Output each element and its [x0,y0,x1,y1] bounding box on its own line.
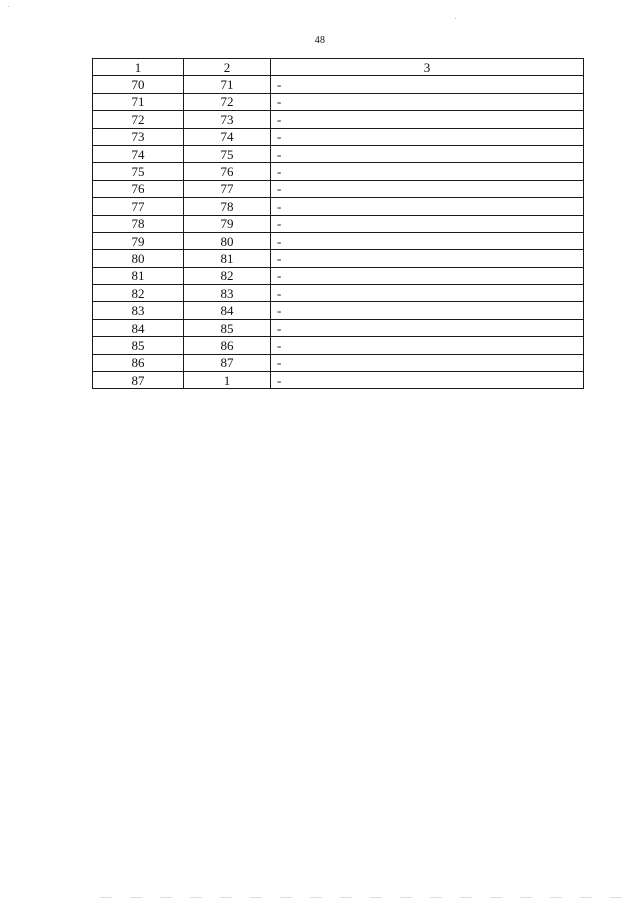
table-row [93,372,584,389]
table-cell-col-2: 83 [184,285,271,302]
table-row [93,267,584,284]
scan-speck [8,6,9,7]
table-row [93,285,584,302]
table-cell-col-2: 87 [184,354,271,371]
table-cell-col-2: 78 [184,198,271,215]
table-row [93,354,584,371]
table-cell-col-2: 82 [184,267,271,284]
data-table [92,58,584,389]
scan-artifact-line [100,897,630,898]
table-row [93,145,584,162]
table-cell-col-3: - [271,250,584,267]
table-row [93,111,584,128]
table-cell-col-3: - [271,128,584,145]
table-cell-col-1: 83 [93,302,184,319]
table-cell-col-2: 81 [184,250,271,267]
table-cell-col-3: - [271,111,584,128]
table-cell-col-2: 72 [184,93,271,110]
table-cell-col-3: - [271,145,584,162]
table-cell-col-3: - [271,302,584,319]
table-row [93,180,584,197]
table-cell-col-2: 76 [184,163,271,180]
table-cell-col-1: 81 [93,267,184,284]
table-cell-col-2: 86 [184,337,271,354]
table-cell-col-3: - [271,180,584,197]
table-cell-col-1: 76 [93,180,184,197]
table-cell-col-2: 74 [184,128,271,145]
table-row [93,215,584,232]
table-cell-col-3: - [271,198,584,215]
table-cell-col-2: 84 [184,302,271,319]
page-number: 48 [314,35,326,46]
table-cell-col-1: 78 [93,215,184,232]
column-header-3: 3 [271,59,584,76]
table-row [93,128,584,145]
table-cell-col-3: - [271,163,584,180]
table-cell-col-2: 79 [184,215,271,232]
table-row [93,198,584,215]
table-row [93,337,584,354]
table-cell-col-2: 75 [184,145,271,162]
table-cell-col-1: 72 [93,111,184,128]
table-cell-col-2: 85 [184,319,271,336]
table-cell-col-1: 74 [93,145,184,162]
table-cell-col-3: - [271,285,584,302]
table-cell-col-1: 73 [93,128,184,145]
table-cell-col-1: 87 [93,372,184,389]
table-cell-col-1: 71 [93,93,184,110]
scan-speck [455,18,456,19]
table-cell-col-1: 70 [93,76,184,93]
table-row [93,93,584,110]
table-cell-col-1: 75 [93,163,184,180]
table-cell-col-1: 85 [93,337,184,354]
table-cell-col-2: 80 [184,232,271,249]
column-header-2: 2 [184,59,271,76]
table-row [93,319,584,336]
table-cell-col-3: - [271,372,584,389]
table-cell-col-3: - [271,267,584,284]
table-body [93,76,584,389]
table-cell-col-1: 82 [93,285,184,302]
table-cell-col-1: 84 [93,319,184,336]
table-row [93,76,584,93]
table-cell-col-3: - [271,76,584,93]
table-row [93,250,584,267]
table-cell-col-1: 86 [93,354,184,371]
table-cell-col-2: 77 [184,180,271,197]
table-cell-col-1: 77 [93,198,184,215]
table-cell-col-3: - [271,215,584,232]
table-cell-col-1: 80 [93,250,184,267]
table-cell-col-2: 1 [184,372,271,389]
table-cell-col-3: - [271,337,584,354]
table-cell-col-2: 71 [184,76,271,93]
table-cell-col-3: - [271,319,584,336]
table-cell-col-2: 73 [184,111,271,128]
table-row [93,302,584,319]
table-row [93,163,584,180]
table-header-row [93,59,584,76]
column-header-1: 1 [93,59,184,76]
table-cell-col-3: - [271,232,584,249]
table-row [93,232,584,249]
table-cell-col-3: - [271,93,584,110]
table-cell-col-3: - [271,354,584,371]
table-cell-col-1: 79 [93,232,184,249]
